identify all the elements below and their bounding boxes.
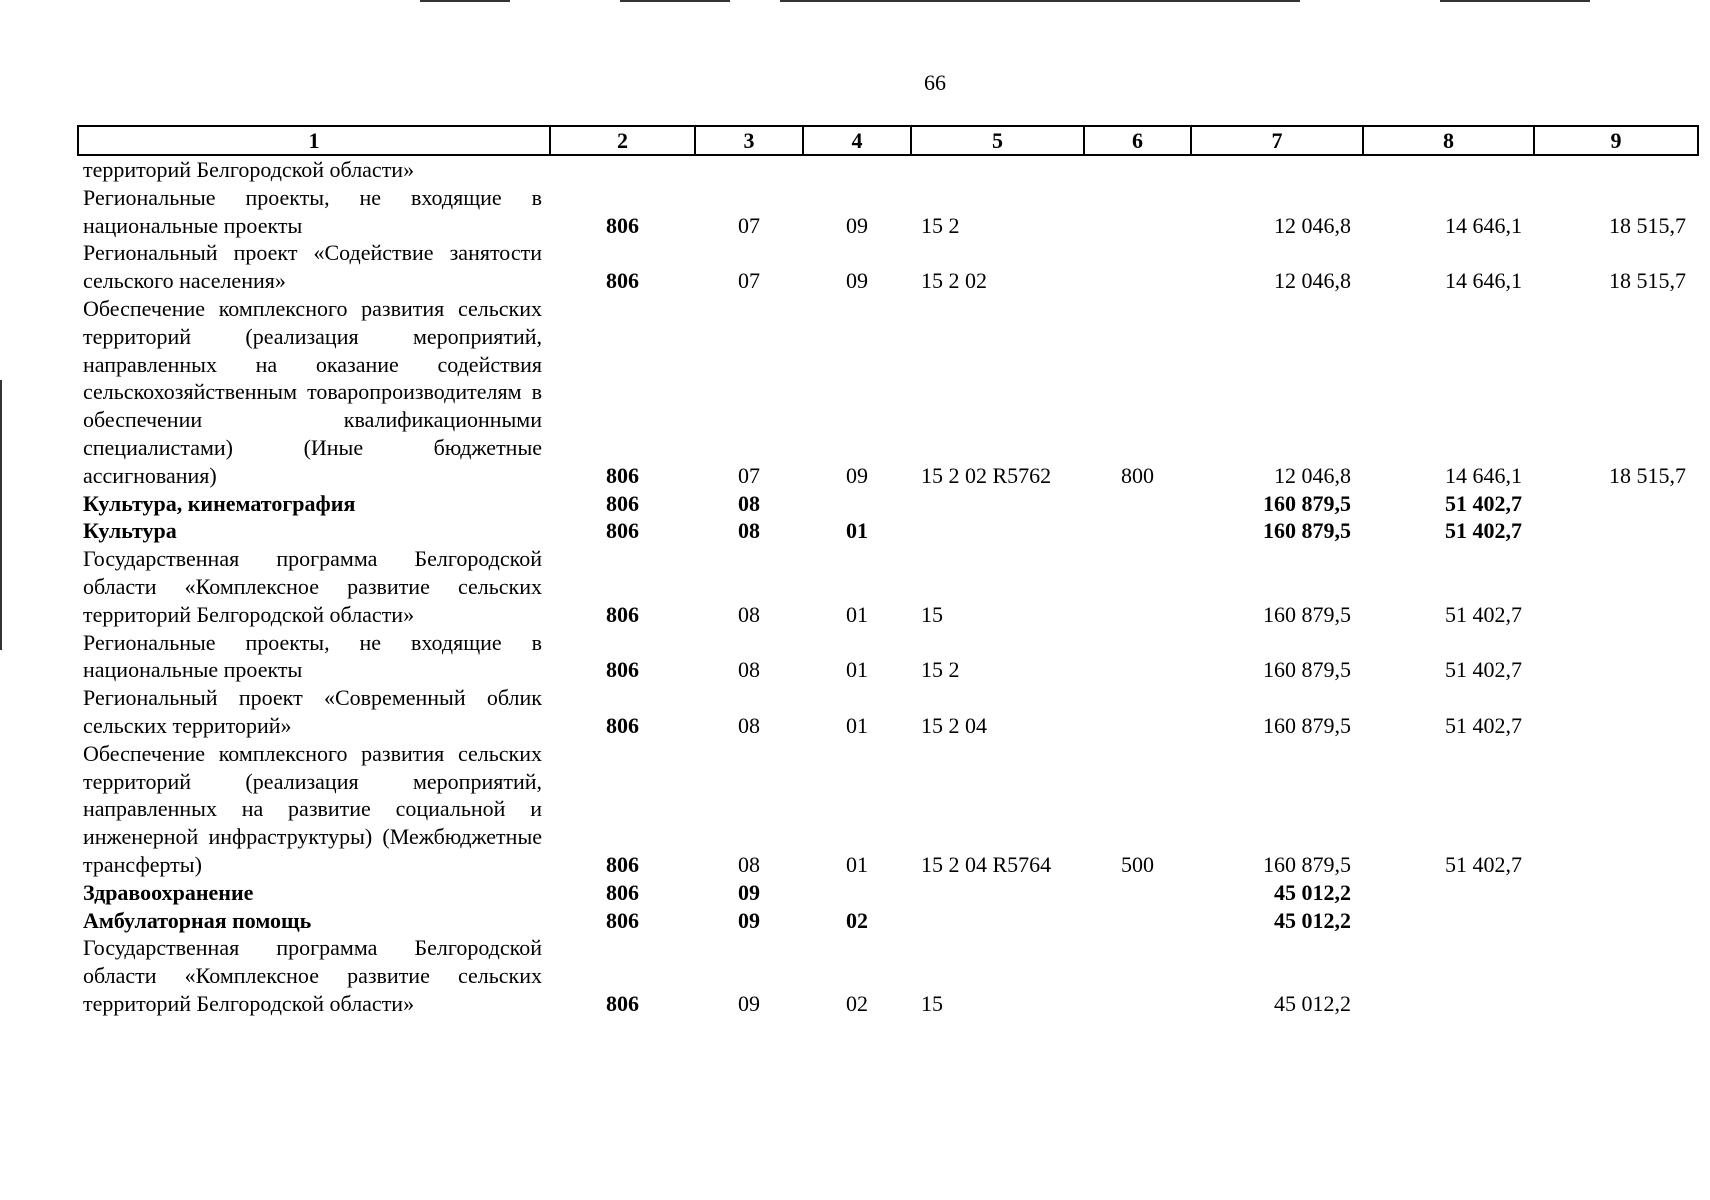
section-code-cell: 806	[606, 990, 639, 1016]
amount-year1-cell: 12 046,8	[1274, 462, 1351, 488]
budget-table-sheet	[77, 125, 1697, 1018]
subdivision-code-cell: 01	[846, 657, 868, 683]
table-row	[78, 879, 1698, 907]
amount-year1-cell: 160 879,5	[1263, 518, 1351, 544]
header-row	[78, 126, 1698, 155]
section-code-cell: 806	[606, 657, 639, 683]
column-header: 6	[1084, 126, 1191, 155]
amount-year2-cell: 51 402,7	[1445, 851, 1522, 877]
expense-type-cell	[1084, 490, 1191, 518]
amount-year1-cell: 160 879,5	[1263, 490, 1351, 516]
table-row	[78, 934, 1698, 1017]
expense-type-cell	[1084, 934, 1191, 1017]
amount-year3-cell: 18 515,7	[1609, 268, 1686, 294]
section-code-cell: 806	[606, 490, 639, 516]
expense-type-cell	[1084, 879, 1191, 907]
target-article-cell: 15	[921, 990, 943, 1016]
table-row	[78, 740, 1698, 879]
target-article-cell	[911, 879, 1084, 907]
amount-year1-cell: 160 879,5	[1263, 712, 1351, 738]
column-header: 2	[550, 126, 695, 155]
table-row	[78, 239, 1698, 295]
amount-year2-cell: 51 402,7	[1445, 657, 1522, 683]
amount-year2-cell	[1363, 155, 1534, 184]
division-code-cell: 09	[738, 990, 760, 1016]
section-code-cell: 806	[606, 212, 639, 238]
expense-type-cell	[1084, 907, 1191, 935]
amount-year1-cell: 45 012,2	[1274, 907, 1351, 933]
expense-type-cell: 800	[1121, 462, 1154, 488]
page-number: 66	[924, 70, 946, 95]
amount-year1-cell	[1191, 155, 1363, 184]
amount-year2-cell	[1363, 879, 1534, 907]
section-code-cell: 806	[606, 879, 639, 905]
division-code-cell: 07	[738, 212, 760, 238]
amount-year2-cell: 51 402,7	[1445, 518, 1522, 544]
scan-edge-line	[620, 0, 730, 2]
section-code-cell: 806	[606, 268, 639, 294]
target-article-cell: 15 2	[921, 657, 960, 683]
target-article-cell	[911, 907, 1084, 935]
subdivision-code-cell: 09	[846, 212, 868, 238]
table-header	[78, 126, 1698, 155]
target-article-cell	[911, 490, 1084, 518]
target-article-cell: 15 2 04	[921, 712, 987, 738]
expense-type-cell	[1084, 239, 1191, 295]
amount-year1-cell: 12 046,8	[1274, 268, 1351, 294]
subdivision-code-cell: 01	[846, 601, 868, 627]
subdivision-code-cell: 01	[846, 518, 868, 544]
table-row	[78, 545, 1698, 628]
column-header: 9	[1534, 126, 1698, 155]
section-code-cell: 806	[606, 462, 639, 488]
target-article-cell	[911, 517, 1084, 545]
subdivision-code-cell: 01	[846, 851, 868, 877]
expense-type-cell	[1084, 629, 1191, 685]
target-article-cell	[911, 155, 1084, 184]
amount-year3-cell	[1534, 155, 1698, 184]
subdivision-code-cell	[803, 155, 911, 184]
row-name-cell: Государственная программа Белгородской области «Комплексное развитие сельских территорий Белгородской области»	[83, 935, 542, 1016]
target-article-cell: 15 2 04 R5764	[921, 851, 1052, 877]
table-row	[78, 517, 1698, 545]
row-name-cell: Амбулаторная помощь	[83, 907, 312, 933]
expense-type-cell	[1084, 517, 1191, 545]
division-code-cell: 08	[738, 518, 760, 544]
amount-year1-cell: 45 012,2	[1274, 990, 1351, 1016]
subdivision-code-cell: 09	[846, 268, 868, 294]
amount-year1-cell: 12 046,8	[1274, 212, 1351, 238]
target-article-cell: 15 2 02 R5762	[921, 462, 1052, 488]
row-name-cell: Здравоохранение	[83, 879, 254, 905]
row-name-cell: Региональный проект «Содействие занятости сельского населения»	[83, 240, 542, 294]
amount-year2-cell: 14 646,1	[1445, 212, 1522, 238]
subdivision-code-cell: 02	[846, 907, 868, 933]
scan-edge-line	[1440, 0, 1590, 2]
row-name-cell: территорий Белгородской области»	[83, 157, 415, 182]
expense-type-cell	[1084, 684, 1191, 740]
section-code-cell: 806	[606, 851, 639, 877]
expense-type-cell	[1084, 155, 1191, 184]
section-code-cell: 806	[606, 907, 639, 933]
division-code-cell: 08	[738, 601, 760, 627]
division-code-cell: 08	[738, 851, 760, 877]
section-code-cell: 806	[606, 712, 639, 738]
amount-year3-cell	[1534, 907, 1698, 935]
division-code-cell: 07	[738, 462, 760, 488]
amount-year1-cell: 160 879,5	[1263, 851, 1351, 877]
target-article-cell: 15 2 02	[921, 268, 987, 294]
amount-year3-cell	[1534, 517, 1698, 545]
table-row	[78, 629, 1698, 685]
row-name-cell: Государственная программа Белгородской области «Комплексное развитие сельских территорий Белгородской области»	[83, 546, 542, 627]
row-name-cell: Региональные проекты, не входящие в национальные проекты	[83, 184, 542, 238]
amount-year2-cell: 14 646,1	[1445, 462, 1522, 488]
amount-year3-cell: 18 515,7	[1609, 462, 1686, 488]
division-code-cell: 09	[738, 907, 760, 933]
column-header: 3	[695, 126, 803, 155]
subdivision-code-cell: 02	[846, 990, 868, 1016]
amount-year2-cell: 51 402,7	[1445, 601, 1522, 627]
amount-year3-cell	[1534, 740, 1698, 879]
row-name-cell: Обеспечение комплексного развития сельских территорий (реализация мероприятий, направленных на оказание содействия сельскохозяйственным товаропроизводителям в обеспечении квалификационными специалистами) (Иные бюджетные ассигнования)	[83, 295, 542, 488]
table-body	[78, 155, 1698, 1018]
table-row	[78, 295, 1698, 490]
amount-year2-cell	[1363, 907, 1534, 935]
row-name-cell: Культура, кинематография	[83, 490, 356, 516]
division-code-cell: 09	[738, 879, 760, 905]
scan-edge-line	[420, 0, 510, 2]
amount-year2-cell: 14 646,1	[1445, 268, 1522, 294]
subdivision-code-cell: 09	[846, 462, 868, 488]
subdivision-code-cell: 01	[846, 712, 868, 738]
subdivision-code-cell	[803, 490, 911, 518]
amount-year1-cell: 45 012,2	[1274, 879, 1351, 905]
expense-type-cell	[1084, 545, 1191, 628]
column-header: 4	[803, 126, 911, 155]
division-code-cell: 08	[738, 490, 760, 516]
section-code-cell: 806	[606, 518, 639, 544]
amount-year2-cell: 51 402,7	[1445, 712, 1522, 738]
budget-table	[77, 125, 1699, 1018]
table-row	[78, 184, 1698, 240]
row-name-cell: Обеспечение комплексного развития сельских территорий (реализация мероприятий, направленных на развитие социальной и инженерной инфраструктуры) (Межбюджетные трансферты)	[83, 740, 542, 877]
amount-year3-cell	[1534, 684, 1698, 740]
amount-year2-cell	[1363, 934, 1534, 1017]
expense-type-cell: 500	[1121, 851, 1154, 877]
amount-year3-cell	[1534, 934, 1698, 1017]
amount-year3-cell	[1534, 879, 1698, 907]
column-header: 5	[911, 126, 1084, 155]
amount-year3-cell: 18 515,7	[1609, 212, 1686, 238]
amount-year3-cell	[1534, 629, 1698, 685]
target-article-cell: 15	[921, 601, 943, 627]
column-header: 8	[1363, 126, 1534, 155]
row-name-cell: Региональный проект «Современный облик сельских территорий»	[83, 685, 542, 738]
column-header: 7	[1191, 126, 1363, 155]
section-code-cell: 806	[606, 601, 639, 627]
table-row	[78, 490, 1698, 518]
division-code-cell	[695, 155, 803, 184]
table-row	[78, 684, 1698, 740]
table-row	[78, 155, 1698, 184]
amount-year3-cell	[1534, 490, 1698, 518]
column-header: 1	[78, 126, 550, 155]
amount-year1-cell: 160 879,5	[1263, 601, 1351, 627]
division-code-cell: 08	[738, 657, 760, 683]
amount-year1-cell: 160 879,5	[1263, 657, 1351, 683]
scan-edge-line	[780, 0, 1300, 2]
target-article-cell: 15 2	[921, 212, 960, 238]
scan-margin-mark	[0, 380, 2, 650]
division-code-cell: 08	[738, 712, 760, 738]
subdivision-code-cell	[803, 879, 911, 907]
table-row	[78, 907, 1698, 935]
section-code-cell	[550, 155, 695, 184]
row-name-cell: Региональные проекты, не входящие в национальные проекты	[83, 629, 542, 683]
expense-type-cell	[1084, 184, 1191, 240]
amount-year3-cell	[1534, 545, 1698, 628]
division-code-cell: 07	[738, 268, 760, 294]
row-name-cell: Культура	[83, 518, 177, 544]
amount-year2-cell: 51 402,7	[1445, 490, 1522, 516]
